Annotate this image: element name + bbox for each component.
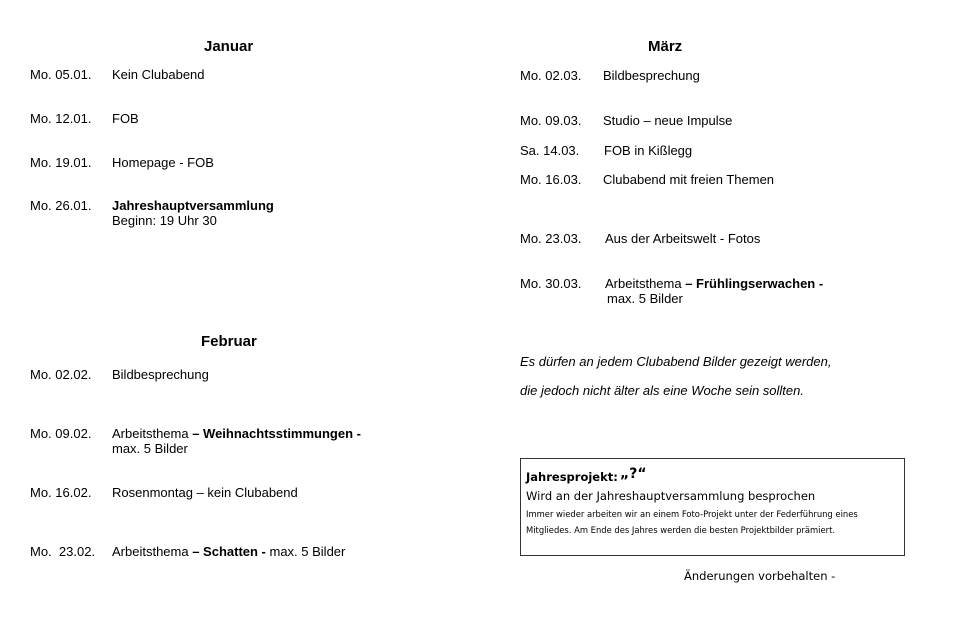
februar-row-3-text: Rosenmontag – kein Clubabend	[112, 485, 298, 500]
februar-row-1-date: Mo. 02.02.	[30, 367, 92, 382]
februar-row-1-text: Bildbesprechung	[112, 367, 209, 382]
februar-row-4-prefix: Arbeitsthema	[112, 544, 193, 559]
jahresprojekt-mark: „?“	[620, 466, 647, 482]
maerz-row-1-text: Bildbesprechung	[603, 68, 700, 83]
maerz-row-6-bold: – Frühlingserwachen -	[685, 276, 824, 291]
maerz-row-5-date: Mo. 23.03.	[520, 231, 582, 246]
januar-row-1-text: Kein Clubabend	[112, 67, 205, 82]
februar-row-2-prefix: Arbeitsthema	[112, 426, 193, 441]
februar-heading: Februar	[201, 333, 257, 350]
maerz-row-6-text	[605, 276, 823, 291]
note-line-1: Es dürfen an jedem Clubabend Bilder gezeigt werden,	[520, 354, 832, 369]
jahresprojekt-label: Jahresprojekt:	[526, 470, 618, 484]
februar-row-2-date: Mo. 09.02.	[30, 426, 92, 441]
maerz-row-3-date: Sa. 14.03.	[520, 143, 580, 158]
februar-row-4-suffix: max. 5 Bilder	[265, 544, 346, 559]
januar-row-4-sub: Beginn: 19 Uhr 30	[112, 213, 217, 228]
footer-note: Änderungen vorbehalten -	[684, 569, 836, 583]
februar-row-4-date: Mo. 23.02.	[30, 544, 96, 559]
januar-row-2-text: FOB	[112, 111, 139, 126]
maerz-heading: März	[648, 38, 683, 55]
maerz-row-5-text: Aus der Arbeitswelt - Fotos	[605, 231, 761, 246]
jahresprojekt-desc-2: Mitgliedes. Am Ende des Jahres werden die besten Projektbilder prämiert.	[526, 525, 836, 535]
februar-row-2-sub: max. 5 Bilder	[112, 441, 188, 456]
januar-row-1-date: Mo. 05.01.	[30, 67, 92, 82]
maerz-row-6-prefix: Arbeitsthema	[605, 276, 686, 291]
maerz-row-4-date: Mo. 16.03.	[520, 172, 582, 187]
maerz-row-2-text: Studio – neue Impulse	[603, 113, 733, 128]
maerz-row-6-sub: max. 5 Bilder	[607, 291, 683, 306]
januar-row-3-date: Mo. 19.01.	[30, 155, 92, 170]
januar-row-4-text: Jahreshauptversammlung	[112, 198, 274, 213]
maerz-row-4-text: Clubabend mit freien Themen	[603, 172, 775, 187]
maerz-row-3-text: FOB in Kißlegg	[604, 143, 693, 158]
januar-heading: Januar	[204, 38, 254, 55]
jahresprojekt-subtitle: Wird an der Jahreshauptversammlung besprochen	[526, 489, 816, 503]
februar-row-2-bold: – Weihnachtsstimmungen -	[192, 426, 361, 441]
note-line-2: die jedoch nicht älter als eine Woche sein sollten.	[520, 383, 804, 398]
februar-row-4-bold: – Schatten -	[192, 544, 266, 559]
jahresprojekt-box	[520, 458, 905, 556]
januar-row-3-text: Homepage - FOB	[112, 155, 214, 170]
februar-row-4-text	[112, 544, 345, 559]
maerz-row-6-date: Mo. 30.03.	[520, 276, 582, 291]
maerz-row-2-date: Mo. 09.03.	[520, 113, 582, 128]
januar-row-4-date: Mo. 26.01.	[30, 198, 92, 213]
maerz-row-1-date: Mo. 02.03.	[520, 68, 582, 83]
januar-row-2-date: Mo. 12.01.	[30, 111, 92, 126]
februar-row-2-text	[112, 426, 361, 441]
februar-row-3-date: Mo. 16.02.	[30, 485, 92, 500]
jahresprojekt-desc-1: Immer wieder arbeiten wir an einem Foto-Projekt unter der Federführung eines	[526, 509, 858, 519]
